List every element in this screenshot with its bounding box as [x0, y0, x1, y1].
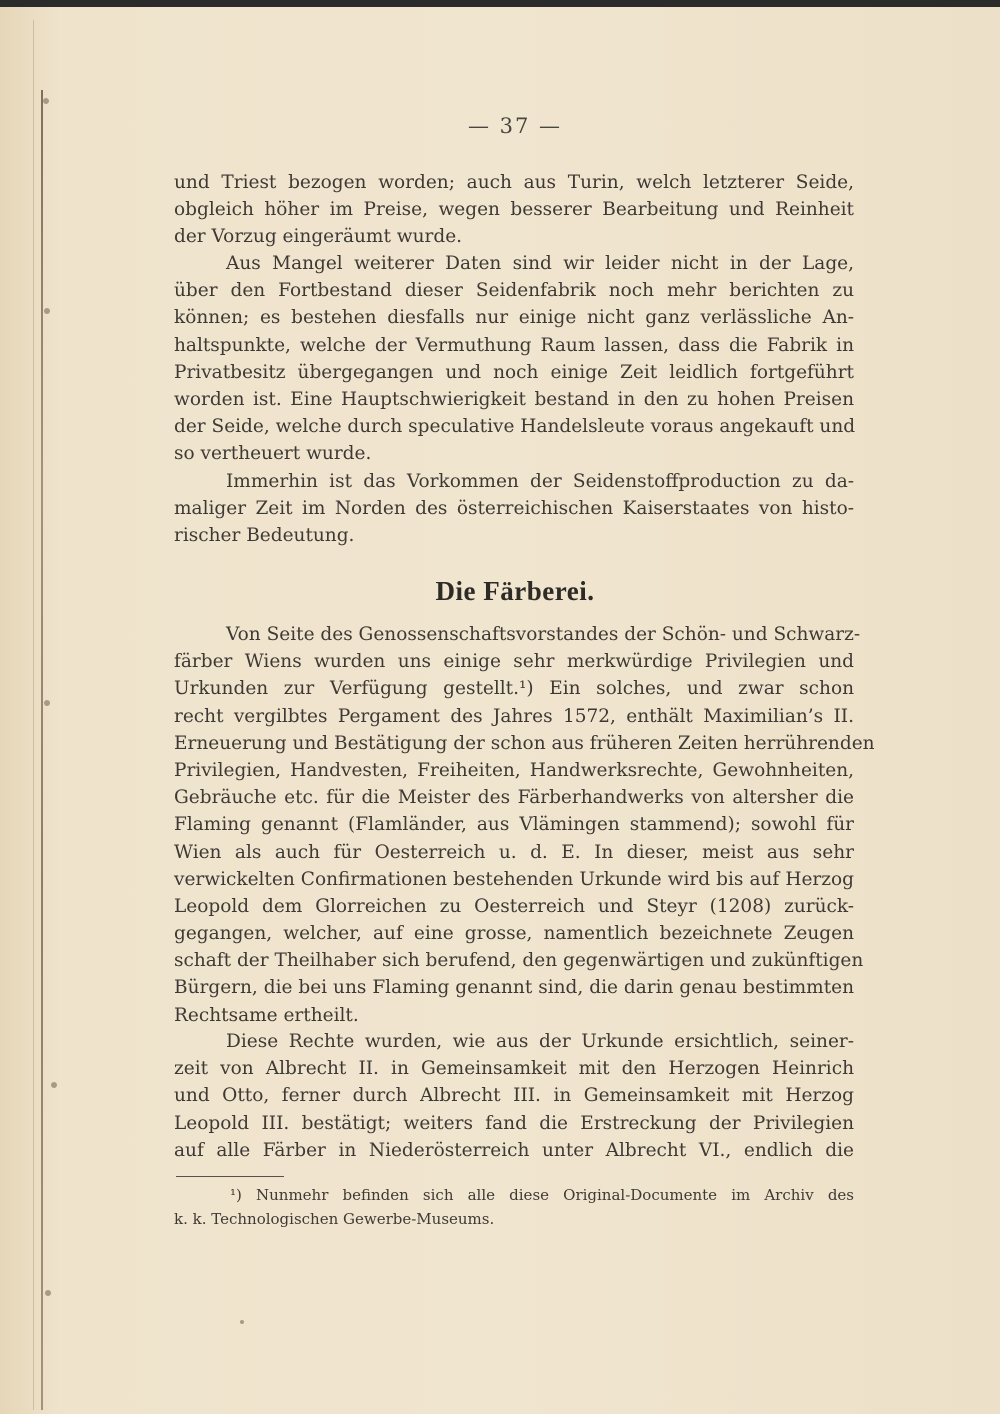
footnote-line: ¹) Nunmehr befinden sich alle diese Original-Documente im Archiv des [230, 1186, 854, 1204]
text-line: rischer Bedeutung. [174, 525, 355, 547]
binding-thread-line [41, 90, 43, 1410]
binding-edge-line [33, 20, 34, 1410]
paper-speck [45, 1290, 51, 1296]
section-heading: Die Färberei. [435, 576, 595, 606]
text-line: Bürgern, die bei uns Flaming genannt sind, die darin genau bestimmten [174, 977, 854, 999]
text-line: Flaming genannt (Flamländer, aus Vlämingen stammend); sowohl für [174, 814, 854, 836]
footnote-rule [176, 1176, 284, 1177]
text-line: Leopold III. bestätigt; weiters fand die Erstreckung der Privilegien [174, 1112, 854, 1134]
text-line: Diese Rechte wurden, wie aus der Urkunde ersichtlich, seiner- [226, 1031, 854, 1052]
paragraph-rechte [174, 1028, 854, 1164]
text-line: recht vergilbtes Pergament des Jahres 1572, enthält Maximilian’s II. [174, 705, 854, 727]
footnote [174, 1183, 854, 1231]
text-line: können; es bestehen diesfalls nur einige nicht ganz verlässliche An- [174, 307, 854, 329]
paper-speck [51, 1082, 57, 1088]
text-line: schaft der Theilhaber sich berufend, den gegenwärtigen und zukünftigen [174, 950, 864, 972]
text-line: Leopold dem Glorreichen zu Oesterreich und Steyr (1208) zurück- [174, 895, 854, 917]
text-line: so vertheuert wurde. [174, 443, 372, 465]
text-line: worden ist. Eine Hauptschwierigkeit bestand in den zu hohen Preisen [174, 388, 854, 410]
paper-speck [44, 700, 50, 706]
text-line: Aus Mangel weiterer Daten sind wir leider nicht in der Lage, [226, 253, 854, 274]
text-line: auf alle Färber in Niederösterreich unter Albrecht VI., endlich die [174, 1139, 854, 1161]
text-line: verwickelten Confirmationen bestehenden Urkunde wird bis auf Herzog [174, 868, 854, 890]
paragraph-bedeutung [174, 468, 854, 550]
text-line: Urkunden zur Verfügung gestellt.¹) Ein solches, und zwar schon [174, 678, 854, 700]
text-line: der Seide, welche durch speculative Handelsleute voraus angekauft und [174, 416, 856, 438]
paper-speck [44, 308, 50, 314]
text-line: obgleich höher im Preise, wegen besserer Bearbeitung und Reinheit [174, 199, 854, 221]
paper-speck [43, 98, 49, 104]
text-line: maliger Zeit im Norden des österreichischen Kaiserstaates von histo- [174, 498, 854, 520]
footnote-line: k. k. Technologischen Gewerbe-Museums. [174, 1210, 495, 1228]
text-line: Erneuerung und Bestätigung der schon aus früheren Zeiten herrührenden [174, 732, 875, 754]
paragraph-continuation [174, 169, 854, 251]
text-line: färber Wiens wurden uns einige sehr merkwürdige Privilegien und [174, 651, 854, 673]
paper-speck [240, 1320, 244, 1324]
text-line: haltspunkte, welche der Vermuthung Raum lassen, dass die Fabrik in [174, 334, 854, 356]
text-line: der Vorzug eingeräumt wurde. [174, 226, 463, 248]
text-line: Gebräuche etc. für die Meister des Färberhandwerks von altersher die [174, 787, 854, 809]
text-line: Wien als auch für Oesterreich u. d. E. In dieser, meist aus sehr [174, 841, 854, 863]
text-line: Von Seite des Genossenschaftsvorstandes der Schön- und Schwarz- [226, 624, 861, 645]
scan-top-edge [0, 0, 1000, 7]
text-line: über den Fortbestand dieser Seidenfabrik noch mehr berichten zu [174, 280, 854, 302]
text-line: und Otto, ferner durch Albrecht III. in Gemeinsamkeit mit Herzog [174, 1085, 854, 1107]
page-number: — 37 — [467, 114, 563, 138]
paragraph-seidenfabrik [174, 250, 854, 468]
text-line: Privilegien, Handvesten, Freiheiten, Handwerksrechte, Gewohnheiten, [174, 759, 854, 781]
paragraph-privilegien [174, 621, 875, 1029]
text-line: zeit von Albrecht II. in Gemeinsamkeit mit den Herzogen Heinrich [174, 1058, 854, 1080]
text-line: Privatbesitz übergegangen und noch einige Zeit leidlich fortgeführt [174, 361, 854, 383]
text-line: Immerhin ist das Vorkommen der Seidenstoffproduction zu da- [226, 471, 854, 492]
text-line: und Triest bezogen worden; auch aus Turin, welch letzterer Seide, [174, 172, 854, 193]
text-line: gegangen, welcher, auf eine grosse, namentlich bezeichnete Zeugen [174, 923, 854, 945]
text-line: Rechtsame ertheilt. [174, 1004, 359, 1026]
